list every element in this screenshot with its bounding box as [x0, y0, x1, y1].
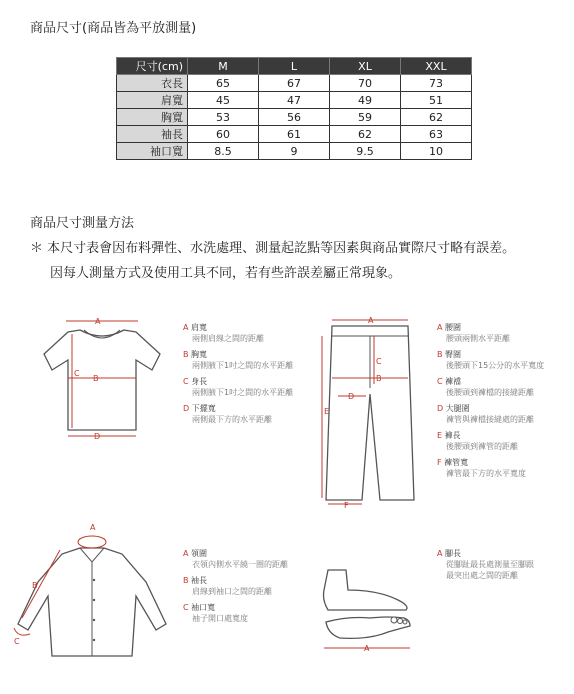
- tshirt-label-c: C: [74, 369, 80, 378]
- table-cell: 9.5: [330, 143, 401, 160]
- table-cell: 61: [259, 126, 330, 143]
- legend-key: A: [183, 323, 189, 332]
- legend-item: [183, 403, 313, 425]
- table-cell: 10: [401, 143, 472, 160]
- legend-desc: 肩線到袖口之間的距離: [192, 587, 272, 596]
- legend-key: E: [437, 431, 443, 440]
- table-cell: 70: [330, 75, 401, 92]
- pants-label-f: F: [344, 501, 349, 510]
- tshirt-legend: [183, 322, 313, 430]
- tshirt-label-b: B: [93, 374, 99, 383]
- legend-title: 腰圍: [445, 323, 462, 332]
- legend-item: [437, 548, 572, 581]
- shirt-label-b: B: [32, 581, 38, 590]
- row-label: 胸寬: [117, 109, 188, 126]
- table-cell: 53: [188, 109, 259, 126]
- note-line-1: ＊ 本尺寸表會因布料彈性、水洗處理、測量起訖點等因素與商品實際尺寸略有誤差。: [30, 241, 516, 256]
- legend-desc: 腰頭兩側水平距離: [446, 334, 510, 343]
- legend-title: 身長: [191, 377, 208, 386]
- legend-key: A: [437, 549, 443, 558]
- size-title: 商品尺寸(商品皆為平放測量): [30, 21, 197, 36]
- legend-key: C: [183, 603, 189, 612]
- legend-key: A: [437, 323, 443, 332]
- legend-title: 大腿圍: [445, 404, 470, 413]
- table-row: [117, 92, 472, 109]
- table-header-cell: M: [188, 58, 259, 75]
- table-cell: 62: [330, 126, 401, 143]
- foot-diagram: [318, 560, 418, 660]
- table-row: [117, 126, 472, 143]
- legend-key: B: [183, 350, 189, 359]
- legend-desc: 褲管最下方的水平寬度: [446, 469, 526, 478]
- legend-desc: 最突出處之間的距離: [446, 571, 518, 580]
- pants-label-b: B: [376, 374, 382, 383]
- legend-item: [437, 376, 572, 398]
- table-cell: 8.5: [188, 143, 259, 160]
- table-header-cell: L: [259, 58, 330, 75]
- table-cell: 73: [401, 75, 472, 92]
- table-row: [117, 143, 472, 160]
- legend-desc: 褲管與褲檔接縫處的距離: [446, 415, 534, 424]
- legend-item: [437, 430, 572, 452]
- shirt-diagram: [8, 520, 178, 660]
- legend-title: 下擺寬: [191, 404, 216, 413]
- legend-title: 領圍: [191, 549, 208, 558]
- legend-title: 臀圍: [445, 350, 462, 359]
- table-row: [117, 75, 472, 92]
- legend-title: 袖口寬: [191, 603, 216, 612]
- shirt-label-a: A: [90, 523, 96, 532]
- legend-key: F: [437, 458, 442, 467]
- legend-title: 褲長: [444, 431, 461, 440]
- tshirt-label-d: D: [94, 432, 101, 441]
- legend-item: [183, 349, 313, 371]
- method-title: 商品尺寸測量方法: [30, 216, 135, 231]
- legend-key: C: [437, 377, 443, 386]
- table-cell: 67: [259, 75, 330, 92]
- legend-desc: 後腰頭下15公分的水平寬度: [446, 361, 545, 370]
- table-cell: 62: [401, 109, 472, 126]
- foot-legend: [437, 548, 572, 586]
- legend-title: 袖長: [191, 576, 208, 585]
- shirt-legend: [183, 548, 323, 629]
- legend-desc: 兩側腋下1吋之間的水平距離: [192, 388, 294, 397]
- shirt-label-c: C: [14, 637, 20, 646]
- table-cell: 49: [330, 92, 401, 109]
- legend-key: D: [183, 404, 190, 413]
- legend-title: 腳長: [445, 549, 462, 558]
- legend-desc: 後腰頭到褲檔的接縫距離: [446, 388, 534, 397]
- pants-diagram: [318, 314, 428, 510]
- table-header-cell: 尺寸(cm): [117, 58, 188, 75]
- legend-key: C: [183, 377, 189, 386]
- legend-desc: 兩側腋下1吋之間的水平距離: [192, 361, 294, 370]
- table-cell: 59: [330, 109, 401, 126]
- row-label: 肩寬: [117, 92, 188, 109]
- pants-label-d: D: [348, 392, 355, 401]
- table-cell: 45: [188, 92, 259, 109]
- legend-desc: 後腰頭到褲管的距離: [446, 442, 518, 451]
- pants-label-c: C: [376, 357, 382, 366]
- legend-item: [437, 349, 572, 371]
- table-cell: 65: [188, 75, 259, 92]
- table-cell: 60: [188, 126, 259, 143]
- table-cell: 51: [401, 92, 472, 109]
- table-cell: 63: [401, 126, 472, 143]
- row-label: 衣長: [117, 75, 188, 92]
- legend-desc: 兩側肩線之間的距離: [192, 334, 264, 343]
- legend-item: [183, 575, 323, 597]
- legend-item: [183, 548, 323, 570]
- note-line-2: 因每人測量方式及使用工具不同，若有些許誤差屬正常現象。: [50, 266, 402, 281]
- pants-legend: [437, 322, 572, 484]
- row-label: 袖長: [117, 126, 188, 143]
- legend-desc: 從腳趾最長處測量至腳跟: [446, 560, 534, 569]
- legend-item: [437, 403, 572, 425]
- table-header-row: [117, 58, 472, 75]
- legend-item: [183, 602, 323, 624]
- legend-desc: 袖子開口處寬度: [192, 614, 248, 623]
- table-cell: 47: [259, 92, 330, 109]
- legend-title: 褲襠: [445, 377, 462, 386]
- legend-title: 褲管寬: [444, 458, 469, 467]
- legend-item: [437, 457, 572, 479]
- legend-desc: 兩側最下方的水平距離: [192, 415, 272, 424]
- legend-key: D: [437, 404, 444, 413]
- legend-desc: 衣領內側水平繞一圈的距離: [192, 560, 288, 569]
- legend-item: [183, 322, 313, 344]
- legend-item: [437, 322, 572, 344]
- tshirt-diagram: [38, 312, 168, 442]
- table-cell: 9: [259, 143, 330, 160]
- tshirt-label-a: A: [95, 317, 101, 326]
- table-cell: 56: [259, 109, 330, 126]
- table-row: [117, 109, 472, 126]
- row-label: 袖口寬: [117, 143, 188, 160]
- legend-title: 胸寬: [191, 350, 208, 359]
- pants-label-a: A: [368, 316, 374, 325]
- legend-key: A: [183, 549, 189, 558]
- legend-key: B: [183, 576, 189, 585]
- foot-label-a: A: [364, 644, 370, 653]
- size-table: [116, 57, 472, 160]
- legend-key: B: [437, 350, 443, 359]
- legend-title: 肩寬: [191, 323, 208, 332]
- table-header-cell: XXL: [401, 58, 472, 75]
- table-header-cell: XL: [330, 58, 401, 75]
- pants-label-e: E: [324, 407, 330, 416]
- legend-item: [183, 376, 313, 398]
